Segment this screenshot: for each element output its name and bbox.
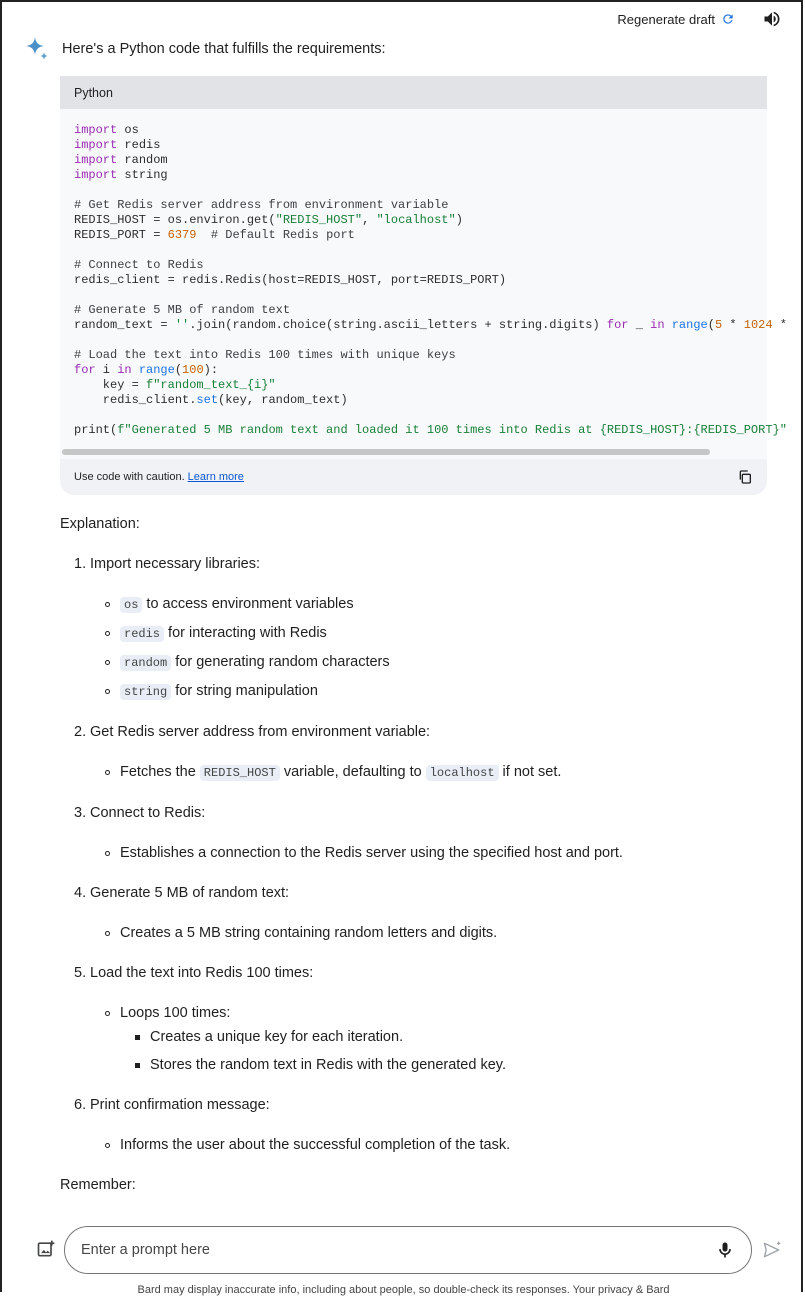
item-title: Print confirmation message: (90, 1097, 270, 1113)
sub-text: for string manipulation (171, 683, 318, 699)
nested-item (120, 1027, 760, 1047)
item-title: Generate 5 MB of random text: (90, 885, 290, 901)
nested-text: Stores the random text in Redis with the generated key. (150, 1057, 506, 1073)
copy-icon[interactable] (737, 469, 753, 485)
listen-button[interactable] (761, 8, 783, 30)
numbered-item (60, 803, 760, 863)
inline-code: localhost (426, 765, 499, 781)
item-title: Get Redis server address from environment variable: (90, 724, 431, 740)
regenerate-draft-button[interactable] (617, 12, 735, 27)
sub-list (90, 843, 760, 863)
item-number: 4. (74, 885, 87, 901)
prompt-bar (64, 1226, 752, 1274)
sub-item (90, 923, 760, 943)
sub-item (90, 652, 760, 673)
refresh-icon (721, 12, 735, 26)
numbered-item (60, 722, 760, 783)
code-content: import os import redis import random import string # Get Redis server address from environment variable REDIS_HOST = os.environ.get("REDIS_HOST", "localhost") REDIS_PORT = 6379 # Default Redis port # Connect to Redis redis_client = redis.Redis(host=REDIS_HOST, port=REDIS_PORT) # Generate 5 MB of random text random_text = ''.join(random.choice(string.ascii_letters + string.digits) for _ in range(5 * 1024 * # Load the text into Redis 100 times with unique keys for i in range(100): key = f"random_text_{i}" redis_client.set(key, random_text) print(f"Generated 5 MB random text and loaded it 100 times into Redis at {REDIS_HOST}:{REDIS_PORT}" (74, 123, 787, 437)
mic-icon[interactable] (715, 1240, 735, 1260)
scrollbar-thumb[interactable] (62, 449, 710, 455)
item-title: Load the text into Redis 100 times: (90, 965, 314, 981)
item-title: Import necessary libraries: (90, 556, 261, 572)
send-icon[interactable] (762, 1240, 782, 1260)
inline-code: REDIS_HOST (200, 765, 280, 781)
item-number: 5. (74, 965, 87, 981)
explanation-list (60, 554, 760, 1155)
sub-text: for generating random characters (171, 654, 390, 670)
sub-list (90, 923, 760, 943)
disclaimer-text: Bard may display inaccurate info, including about people, so double-check its responses. Your privacy & Bard (137, 1284, 670, 1296)
sub-text: for interacting with Redis (164, 625, 327, 641)
nested-list (120, 1027, 760, 1075)
explanation-heading: Explanation: (60, 516, 140, 532)
explanation-section (60, 514, 760, 1195)
sub-item (90, 623, 760, 644)
nested-item (120, 1055, 760, 1075)
sub-text: variable, defaulting to (279, 764, 426, 780)
caution-text: Use code with caution. (74, 471, 185, 483)
top-actions (617, 8, 783, 30)
sub-item (90, 1003, 760, 1075)
item-number: 6. (74, 1097, 87, 1113)
nested-text: Creates a unique key for each iteration. (150, 1029, 404, 1045)
sub-item (90, 594, 760, 615)
item-number: 3. (74, 805, 87, 821)
sparkle-icon (24, 36, 50, 62)
sub-list (90, 762, 760, 783)
sub-text: to access environment variables (142, 596, 354, 612)
sub-list (90, 594, 760, 702)
regenerate-label: Regenerate draft (617, 11, 715, 27)
sub-text: Creates a 5 MB string containing random letters and digits. (120, 925, 498, 941)
sub-text: Informs the user about the successful completion of the task. (120, 1137, 511, 1153)
prompt-input[interactable] (81, 1242, 715, 1258)
inline-code: random (120, 655, 171, 671)
sub-text: Fetches the (120, 764, 200, 780)
sub-item (90, 681, 760, 702)
numbered-item (60, 554, 760, 702)
sub-item (90, 1135, 760, 1155)
response-intro (24, 36, 386, 62)
sub-text: Establishes a connection to the Redis server using the specified host and port. (120, 845, 623, 861)
sub-text: if not set. (498, 764, 562, 780)
numbered-item (60, 883, 760, 943)
item-title: Connect to Redis: (90, 805, 206, 821)
sub-list (90, 1003, 760, 1075)
code-body[interactable] (60, 109, 787, 459)
inline-code: redis (120, 626, 164, 642)
inline-code: string (120, 684, 171, 700)
sub-list (90, 1135, 760, 1155)
item-number: 1. (74, 556, 87, 572)
code-footer (60, 459, 767, 495)
intro-text: Here's a Python code that fulfills the requirements: (62, 41, 386, 57)
code-block (60, 76, 787, 495)
sub-item (90, 762, 760, 783)
sub-item (90, 843, 760, 863)
add-image-icon[interactable] (36, 1239, 56, 1259)
inline-code: os (120, 597, 142, 613)
caution-note (74, 471, 244, 483)
code-language-label: Python (60, 76, 767, 109)
horizontal-scrollbar[interactable] (60, 447, 767, 459)
remember-heading: Remember: (60, 1177, 136, 1193)
learn-more-link[interactable]: Learn more (187, 471, 244, 483)
speaker-icon (762, 9, 782, 29)
numbered-item (60, 1095, 760, 1155)
item-number: 2. (74, 724, 87, 740)
sub-text: Loops 100 times: (120, 1005, 231, 1021)
numbered-item (60, 963, 760, 1075)
